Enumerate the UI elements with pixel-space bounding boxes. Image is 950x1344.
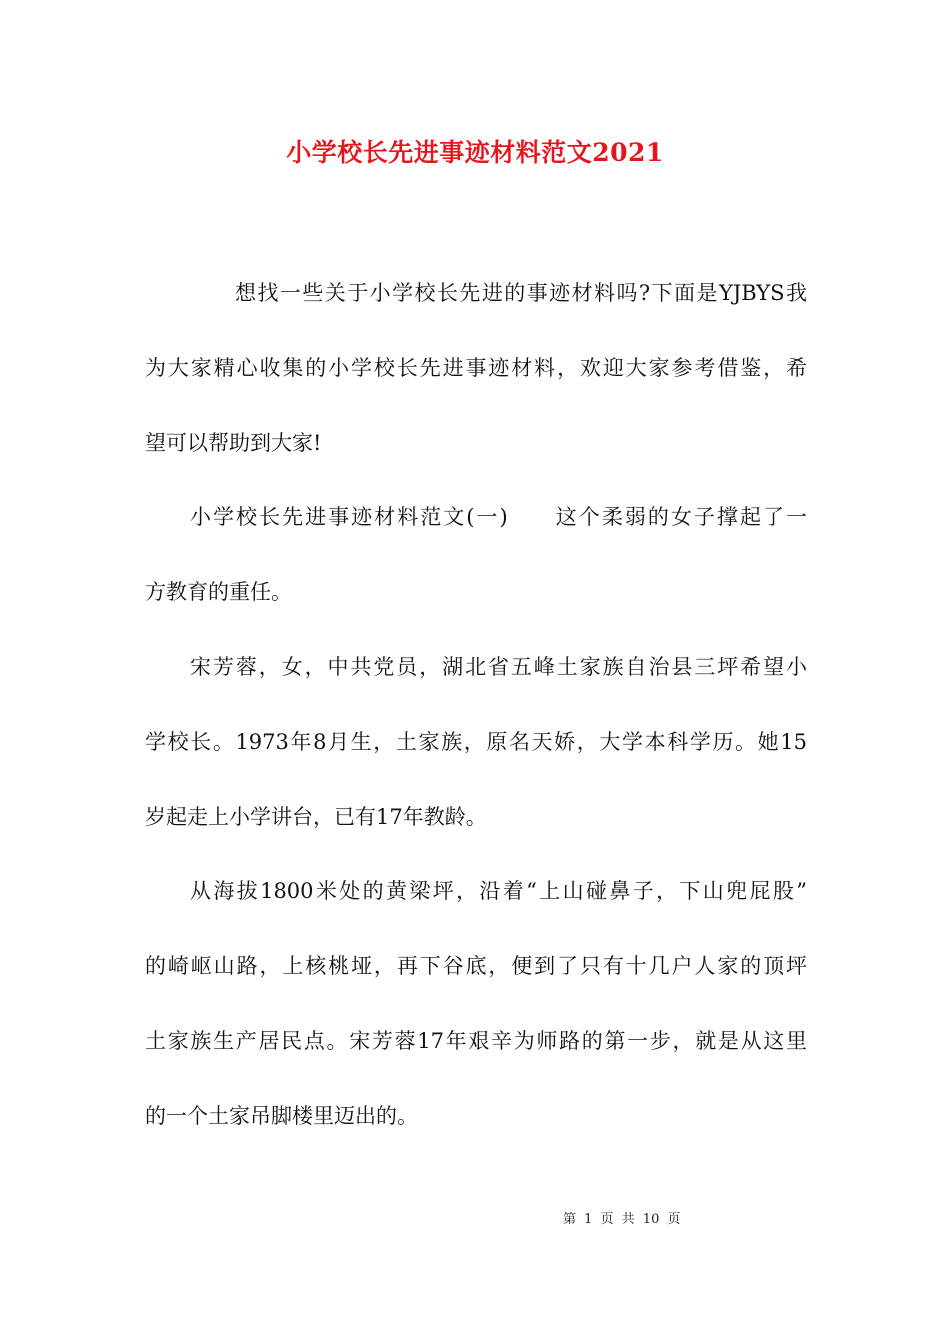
document-body [145, 256, 807, 1154]
paragraph-line: 想找一些关于小学校长先进的事迹材料吗?下面是YJBYS我 [235, 281, 807, 305]
paragraph-line: 的崎岖山路，上核桃垭，再下谷底，便到了只有十几户人家的顶坪 [145, 954, 807, 979]
page-number-footer: 第 1 页 共 10 页 [563, 1212, 681, 1227]
document-title: 小学校长先进事迹材料范文2021 [286, 138, 664, 167]
paragraph-line: 土家族生产居民点。宋芳蓉17年艰辛为师路的第一步，就是从这里 [145, 1028, 807, 1053]
paragraph-line: 宋芳蓉，女，中共党员，湖北省五峰土家族自治县三坪希望小 [190, 654, 807, 679]
paragraph-line: 为大家精心收集的小学校长先进事迹材料，欢迎大家参考借鉴，希 [145, 355, 807, 380]
paragraph-line: 望可以帮助到大家! [145, 430, 322, 455]
paragraph-line: 学校长。1973年8月生，土家族，原名天娇，大学本科学历。她15 [145, 729, 807, 754]
paragraph-line: 方教育的重任。 [145, 580, 292, 605]
paragraph-line: 小学校长先进事迹材料范文(一) 这个柔弱的女子撑起了一 [190, 505, 807, 530]
paragraph-line: 从海拔1800米处的黄梁坪，沿着“上山碰鼻子，下山兜屁股” [190, 879, 807, 904]
paragraph-line: 岁起走上小学讲台，已有17年教龄。 [145, 804, 487, 829]
paragraph-line: 的一个土家吊脚楼里迈出的。 [145, 1103, 418, 1128]
